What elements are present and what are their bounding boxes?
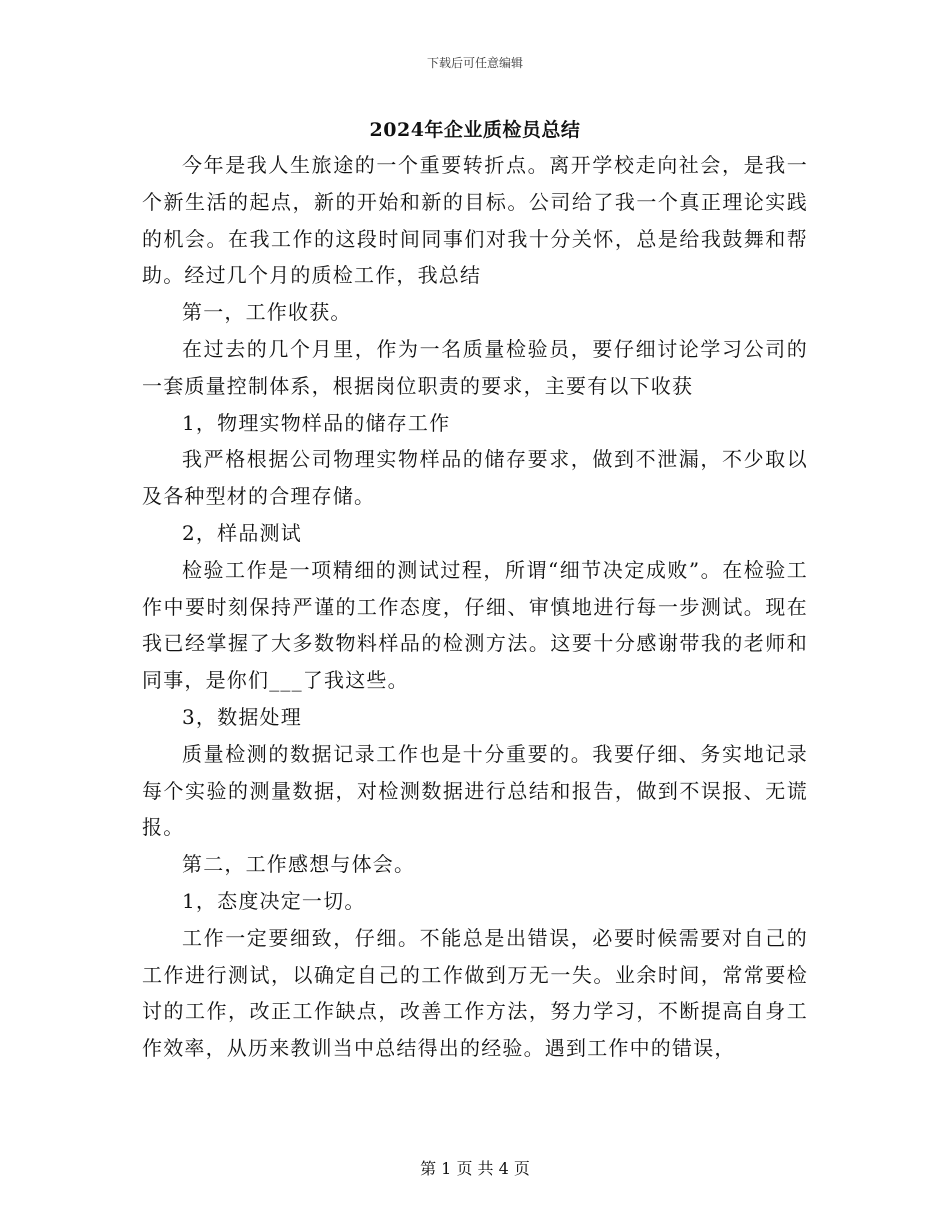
- paragraph: 今年是我人生旅途的一个重要转折点。离开学校走向社会，是我一个新生活的起点，新的开始和新的目标。公司给了我一个真正理论实践的机会。在我工作的这段时间同事们对我十分关怀，总是给我鼓舞和帮助。经过几个月的质检工作，我总结: [142, 153, 808, 288]
- paragraph: 我严格根据公司物理实物样品的储存要求，做到不泄漏，不少取以及各种型材的合理存储。: [142, 447, 808, 509]
- subsection-heading: 1，态度决定一切。: [182, 888, 366, 913]
- subsection-heading: 2，样品测试: [182, 520, 302, 545]
- document-body: [142, 147, 808, 1067]
- subsection-heading: 1，物理实物样品的储存工作: [182, 410, 451, 435]
- paragraph: 质量检测的数据记录工作也是十分重要的。我要仔细、务实地记录每个实验的测量数据，对检测数据进行总结和报告，做到不误报、无谎报。: [142, 741, 808, 840]
- paragraph: 工作一定要细致，仔细。不能总是出错误，必要时候需要对自己的工作进行测试，以确定自己的工作做到万无一失。业余时间，常常要检讨的工作，改正工作缺点，改善工作方法，努力学习，不断提高自身工作效率，从历来教训当中总结得出的经验。遇到工作中的错误，: [142, 925, 808, 1061]
- header-note: 下载后可任意编辑: [426, 56, 523, 70]
- section-heading: 第一，工作收获。: [182, 300, 352, 325]
- subsection-heading: 3，数据处理: [182, 704, 302, 729]
- paragraph: 在过去的几个月里，作为一名质量检验员，要仔细讨论学习公司的一套质量控制体系，根据岗位职责的要求，主要有以下收获: [142, 336, 808, 398]
- document-title: 2024年企业质检员总结: [369, 119, 581, 141]
- paragraph: 检验工作是一项精细的测试过程，所谓“细节决定成败”。在检验工作中要时刻保持严谨的工作态度，仔细、审慎地进行每一步测试。现在我已经掌握了大多数物料样品的检测方法。这要十分感谢带我的老师和同事，是你们___了我这些。: [142, 557, 808, 693]
- page-number: 第 1 页 共 4 页: [420, 1159, 530, 1178]
- section-heading: 第二，工作感想与体会。: [182, 852, 416, 877]
